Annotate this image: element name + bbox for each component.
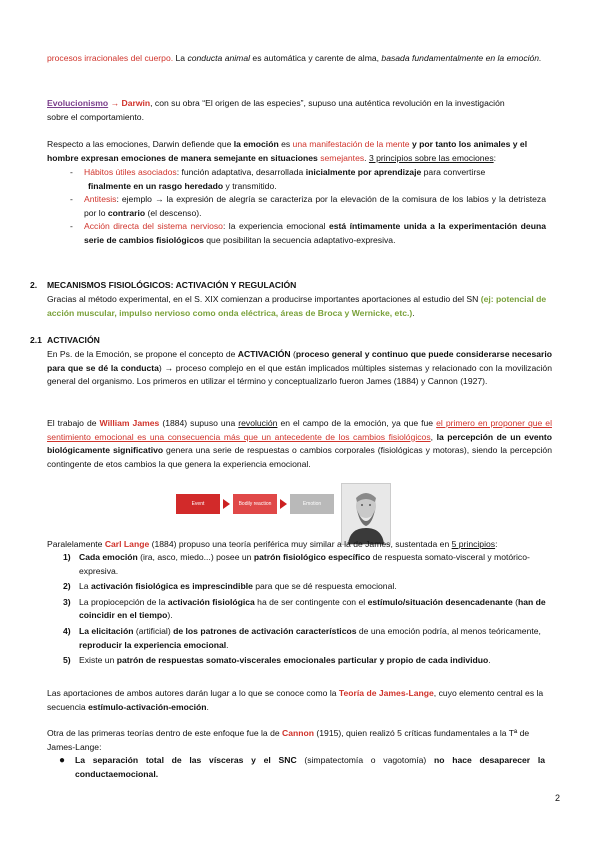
text: ha de ser contingente con el	[254, 596, 368, 607]
text: es	[278, 139, 293, 149]
cannon-name: Cannon	[282, 728, 315, 738]
animal-conduct-text: conducta animal	[187, 53, 251, 63]
emotion-label: Emotion	[302, 501, 322, 507]
three-principles-link: 3 principios sobre las emociones	[368, 152, 494, 163]
text: La	[79, 581, 91, 592]
text: Respecto a las emociones, Darwin defiende que	[47, 139, 234, 149]
list-item	[63, 625, 549, 652]
text: (artificial)	[133, 625, 174, 636]
event-label: Event	[191, 501, 205, 507]
text: y por tanto los animales y el hombre expresan emociones de manera semejante en situaciones	[47, 139, 528, 163]
text: genera una serie de respuestas o cambios corporales (fisiológicas y motoras), siendo la percepción contingente de etos cambios la que genera la experiencia emocional.	[47, 445, 552, 469]
emotion-based-text: basada fundamentalmente en la emoción.	[381, 53, 542, 63]
list-item	[63, 654, 549, 668]
emotion-term: la emoción	[233, 139, 279, 149]
list-item	[63, 551, 549, 578]
text: .	[206, 701, 209, 712]
text: y transmitido.	[223, 180, 277, 191]
text: no hace desaparecer la conductaemocional.	[75, 755, 546, 779]
text: En Ps. de la Emoción, se propone el concepto de	[47, 349, 238, 359]
section-2-1	[30, 334, 552, 348]
principle-label: Antitesis	[84, 194, 117, 205]
text: El trabajo de	[47, 418, 100, 428]
text: de una emoción podría, al menos teóricamente,	[356, 625, 541, 636]
text: sobre el comportamiento.	[47, 111, 144, 122]
james-lange-theory-term: Teoría de James-Lange	[338, 688, 434, 698]
section-2-1-body	[47, 348, 552, 389]
text: estímulo-activación-emoción	[88, 701, 207, 712]
item-number: 1)	[63, 552, 71, 562]
event-box	[176, 494, 220, 514]
text: activación fisiológica	[167, 596, 255, 607]
text: La	[173, 53, 188, 63]
text: revolución	[238, 418, 278, 428]
text: estímulo/situación desencadenante	[367, 596, 513, 607]
text: expresiva.	[79, 565, 119, 576]
text: finalmente en un rasgo heredado	[88, 180, 224, 191]
text: Las aportaciones de ambos autores darán lugar a lo que se conoce como la	[47, 688, 339, 698]
text: (1915), quien realizó 5 críticas fundamentales a la Tª de James-Lange:	[47, 728, 530, 752]
text: ) → proceso complejo en el que están implicados múltiples sistemas y relacionado con la movilización general del organismo. Los primeros en utilizar el término y conceptualizarlo fueron James (1884) y Cannon (1927).	[47, 362, 552, 387]
text: patrón de respuestas somato-viscerales emocionales particular y propio de cada individuo	[116, 655, 489, 666]
emotion-box	[290, 494, 334, 514]
text: el primero en proponer que el sentimiento	[47, 418, 552, 442]
lange-paragraph	[47, 538, 552, 552]
text: (simpatectomía o vagotomía)	[296, 755, 434, 765]
text: proceso general y continuo que puede considerarse necesario para que se dé la conducta	[47, 349, 553, 373]
bodily-reaction-label: Bodily reaction	[238, 501, 272, 507]
text: Cada emoción	[79, 552, 138, 562]
text: es automática y carente de alma,	[250, 53, 382, 63]
text: para que se dé respuesta emocional.	[252, 581, 397, 592]
text: de respuesta somato-visceral y motórico-	[370, 552, 530, 562]
text: .	[488, 655, 491, 666]
section-2-body	[47, 293, 552, 320]
text: , cuyo elemento central es la secuencia	[47, 688, 544, 712]
text: emocional es una consecuencia más que un antecedente de los cambios fisiológicos	[94, 431, 431, 442]
similar-text: semejantes	[320, 152, 365, 163]
item-number: 5)	[63, 655, 71, 666]
text: Otra de las primeras teorías dentro de este enfoque fue la de	[47, 728, 283, 738]
arrow-icon	[223, 499, 230, 509]
intro-paragraph	[47, 52, 552, 66]
page-number: 2	[555, 793, 561, 803]
text: ,	[430, 431, 437, 442]
mind-manifestation-text: una manifestación de la mente	[292, 139, 410, 149]
irrational-processes-text: procesos irracionales del cuerpo.	[47, 53, 174, 63]
item-number: 2)	[63, 581, 71, 592]
cannon-critiques-list	[59, 754, 546, 781]
text: (	[290, 349, 296, 359]
text: (1884) supuso una	[159, 418, 239, 428]
arrow-icon: →	[108, 98, 122, 108]
text: Existe un	[79, 655, 117, 666]
text: .	[364, 152, 369, 163]
text: patrón fisiológico específico	[253, 552, 371, 562]
text: : la experiencia emocional	[222, 221, 329, 232]
respect-paragraph	[47, 138, 552, 165]
evolucionismo-term: Evolucionismo	[47, 98, 109, 108]
section-number: 2.	[30, 280, 38, 290]
william-james-portrait	[341, 483, 391, 545]
dash-bullet: -	[70, 194, 73, 205]
text: La separación total de las vísceras y el SNC	[75, 755, 297, 765]
text: para convertirse	[421, 167, 486, 177]
cannon-paragraph	[47, 727, 552, 754]
text: en el campo de la emoción, ya que fue	[277, 418, 437, 428]
section-2	[30, 279, 552, 293]
bullet-icon: ●	[59, 755, 66, 766]
lange-principles-list	[63, 551, 549, 668]
text: la percepción de un evento biológicamente significativo	[47, 431, 552, 456]
carl-lange-name: Carl Lange	[104, 539, 150, 549]
dash-bullet: -	[70, 167, 73, 177]
text: : ejemplo → la expresión de alegría se caracteriza por la elevación de la comisura de los labios y la detristeza por lo	[84, 194, 546, 218]
text: (ira, asco, miedo...) posee un	[137, 552, 254, 562]
list-item	[70, 166, 546, 193]
text: activación fisiológica es imprescindible	[90, 581, 253, 592]
section-number: 2.1	[30, 335, 42, 345]
text: ).	[167, 610, 173, 621]
list-item	[70, 220, 546, 247]
text: La propiocepción de la	[79, 596, 168, 607]
arrow-icon	[280, 499, 287, 509]
section-title: ACTIVACIÓN	[47, 335, 100, 345]
james-lange-paragraph	[47, 687, 552, 714]
text: Paralelamente	[47, 539, 105, 549]
text: .	[412, 307, 415, 318]
text: 5 principios	[451, 539, 496, 549]
text: reproducir la experiencia emocional	[79, 639, 227, 650]
list-item	[70, 193, 546, 220]
text: contrario	[107, 207, 146, 218]
bodily-reaction-box	[233, 494, 277, 514]
text: que posibilitan la secuencia adaptativo-expresiva.	[203, 234, 396, 245]
text: :	[495, 539, 498, 549]
principle-label: Acción directa del sistema nervioso	[84, 221, 223, 232]
evolucionismo-paragraph	[47, 97, 552, 124]
text: : función adaptativa, desarrollada	[176, 167, 306, 177]
list-item	[63, 580, 549, 594]
text: inicialmente por aprendizaje	[305, 167, 422, 177]
principle-label: Hábitos útiles asociados	[84, 167, 177, 177]
activation-term: ACTIVACIÓN	[237, 349, 291, 359]
text: La elicitación	[79, 625, 134, 636]
text: :	[493, 152, 497, 163]
text: está íntimamente unida a la experimentación deuna serie de cambios fisiológicos	[84, 221, 546, 245]
text: (	[512, 596, 518, 607]
text: (1884) propuso una teoría periférica muy similar a la de James, sustentada en	[149, 539, 452, 549]
list-item	[59, 754, 546, 781]
item-number: 3)	[63, 596, 71, 607]
james-sequence-diagram	[176, 483, 402, 543]
examples-text: (ej: potencial de acción muscular, impulso nervioso como onda eléctrica, áreas de Broca y Wernicke, etc.)	[47, 294, 547, 318]
dash-bullet: -	[70, 221, 73, 232]
text: .	[226, 639, 229, 650]
text: han de coincidir en el tiempo	[79, 596, 546, 621]
text: de los patrones de activación característicos	[173, 625, 357, 636]
section-title: MECANISMOS FISIOLÓGICOS: ACTIVACIÓN Y REGULACIÓN	[47, 280, 297, 290]
list-item	[63, 596, 549, 623]
text: Gracias al método experimental, en el S. XIX comienzan a producirse importantes aportaciones al estudio del SN	[47, 294, 481, 304]
text: (el descenso).	[145, 207, 202, 218]
darwin-name: Darwin	[121, 98, 151, 108]
darwin-principles-list	[70, 166, 546, 248]
text: , con su obra “El origen de las especies”, supuso una auténtica revolución en la investigación	[150, 98, 505, 108]
portrait-image	[342, 484, 390, 544]
james-paragraph	[47, 417, 552, 471]
item-number: 4)	[63, 625, 71, 636]
william-james-name: William James	[99, 418, 160, 428]
